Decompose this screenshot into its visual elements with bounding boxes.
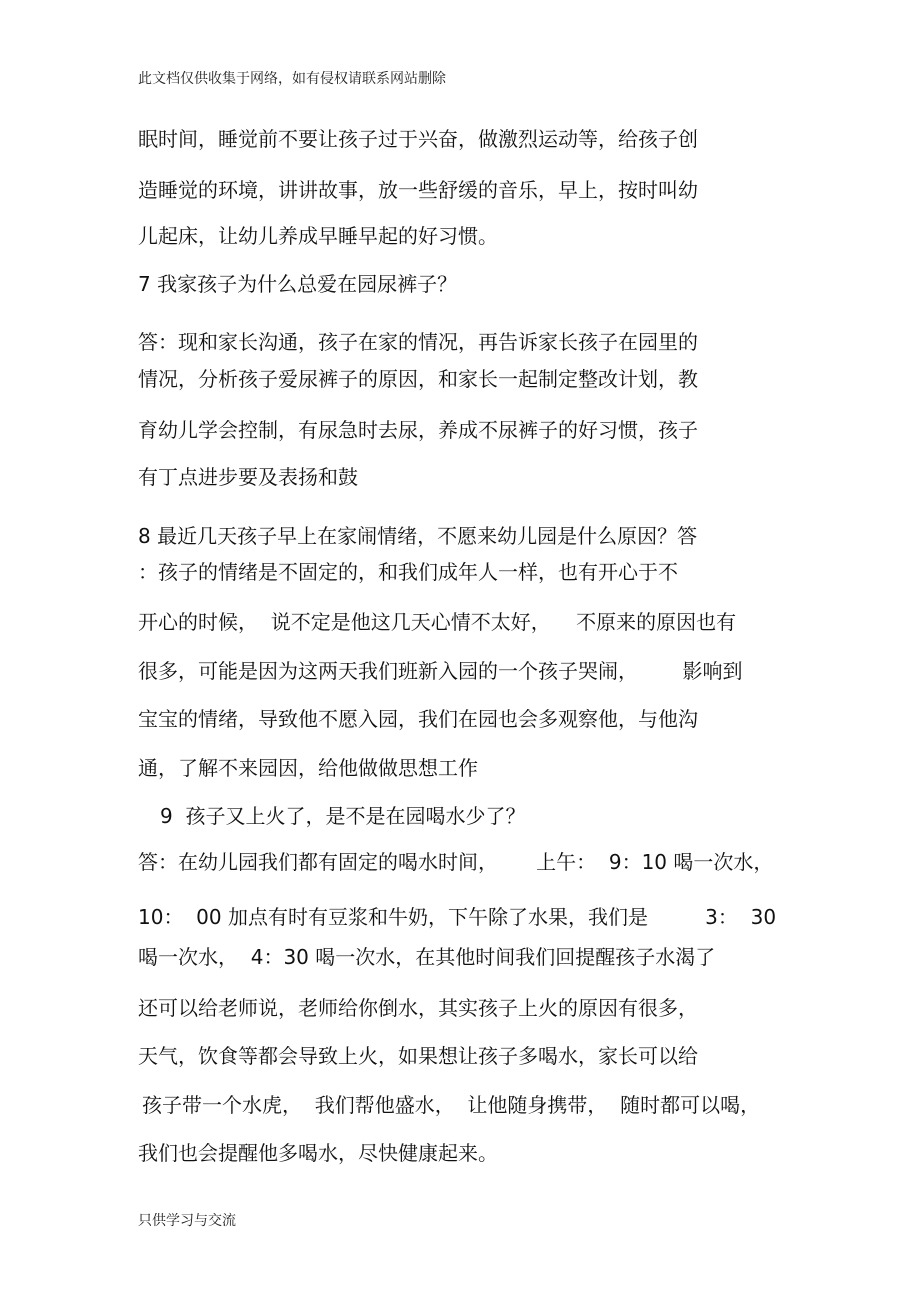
body-line-14: 通，了解不来园因，给他做做思想工作 [138,756,478,780]
body-line-7: 育幼儿学会控制，有尿急时去尿，养成不尿裤子的好习惯，孩子 [138,418,698,442]
body-line-12: 很多，可能是因为这两天我们班新入园的一个孩子哭闹， 影响到 [138,659,743,683]
body-line-6: 情况，分析孩子爱尿裤子的原因，和家长一起制定整改计划，教 [138,367,698,391]
page-footer: 只供学习与交流 [138,1213,236,1229]
question-7-heading: 7 我家孩子为什么总爱在园尿裤子？ [138,272,458,296]
question-9-heading: 9 孩子又上火了，是不是在园喝水少了？ [160,804,526,828]
body-line-17: 10： 00 加点有时有豆浆和牛奶，下午除了水果，我们是 3： 30 [138,905,777,929]
question-8-heading: 8 最近几天孩子早上在家闹情绪，不愿来幼儿园是什么原因？答 [138,524,698,548]
body-line-10: ：孩子的情绪是不固定的，和我们成年人一样，也有开心于不 [138,560,678,584]
page-header: 此文档仅供收集于网络，如有侵权请联系网站删除 [138,71,446,87]
body-line-18: 喝一次水， 4：30 喝一次水，在其他时间我们回提醒孩子水渴了 [138,945,716,969]
body-line-21: 孩子带一个水虎， 我们帮他盛水， 让他随身携带， 随时都可以喝， [142,1093,761,1117]
body-line-19: 还可以给老师说，老师给你倒水，其实孩子上火的原因有很多， [138,996,698,1020]
body-line-20: 天气，饮食等都会导致上火，如果想让孩子多喝水，家长可以给 [138,1044,698,1068]
body-line-22: 我们也会提醒他多喝水，尽快健康起来。 [138,1141,498,1165]
body-line-5: 答：现和家长沟通，孩子在家的情况，再告诉家长孩子在园里的 [138,330,698,354]
body-line-13: 宝宝的情绪，导致他不愿入园，我们在园也会多观察他，与他沟 [138,707,698,731]
body-line-1: 眠时间，睡觉前不要让孩子过于兴奋，做激烈运动等，给孩子创 [138,127,698,151]
body-line-11: 开心的时候， 说不定是他这几天心情不太好， 不原来的原因也有 [138,610,737,634]
body-line-2: 造睡觉的环境，讲讲故事，放一些舒缓的音乐，早上，按时叫幼 [138,178,698,202]
body-line-8: 有丁点进步要及表扬和鼓 [138,465,358,489]
body-line-3: 儿起床，让幼儿养成早睡早起的好习惯。 [138,224,498,248]
body-line-16: 答：在幼儿园我们都有固定的喝水时间， 上午： 9：10 喝一次水， [138,850,774,874]
